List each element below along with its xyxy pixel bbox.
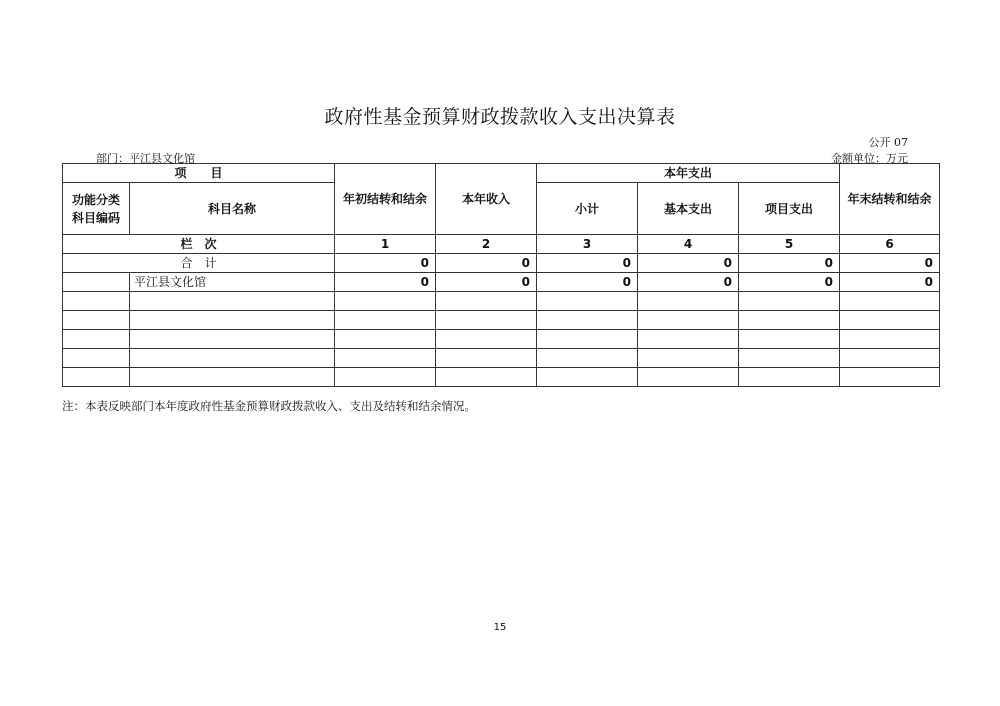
budget-table [62,163,940,387]
row-value: 0 [739,273,840,292]
header-basic-expense: 基本支出 [638,183,739,235]
header-closing-balance: 年末结转和结余 [840,164,940,235]
empty-row [63,311,940,330]
index-col-4: 4 [638,235,739,254]
total-value: 0 [840,254,940,273]
table-note: 注：本表反映部门本年度政府性基金预算财政拨款收入、支出及结转和结余情况。 [62,399,476,413]
index-col-3: 3 [537,235,638,254]
total-value: 0 [335,254,436,273]
header-expense-group: 本年支出 [537,164,840,183]
page-number: 15 [493,622,507,633]
empty-row [63,349,940,368]
empty-row [63,368,940,387]
header-project-expense: 项目支出 [739,183,840,235]
row-value: 0 [537,273,638,292]
header-income: 本年收入 [436,164,537,235]
row-value: 0 [638,273,739,292]
form-code: 公开 07 [868,136,908,149]
total-row [63,254,940,273]
row-code [63,273,130,292]
table-row [63,273,940,292]
index-col-1: 1 [335,235,436,254]
amount-unit-label: 金额单位：万元 [831,152,908,165]
row-value: 0 [436,273,537,292]
empty-row [63,292,940,311]
total-value: 0 [436,254,537,273]
header-opening-balance: 年初结转和结余 [335,164,436,235]
index-col-5: 5 [739,235,840,254]
total-value: 0 [638,254,739,273]
total-value: 0 [739,254,840,273]
empty-row [63,330,940,349]
total-row-label: 合 计 [63,254,335,273]
row-value: 0 [840,273,940,292]
header-subject-name: 科目名称 [130,183,335,235]
total-value: 0 [537,254,638,273]
page-title: 政府性基金预算财政拨款收入支出决算表 [324,106,676,128]
index-col-6: 6 [840,235,940,254]
row-value: 0 [335,273,436,292]
header-func-code: 功能分类科目编码 [63,183,130,235]
index-col-2: 2 [436,235,537,254]
department-label: 部门：平江县文化馆 [96,152,195,165]
row-name: 平江县文化馆 [130,273,335,292]
header-item: 项 目 [63,164,335,183]
header-subtotal: 小计 [537,183,638,235]
index-row-label: 栏 次 [63,235,335,254]
